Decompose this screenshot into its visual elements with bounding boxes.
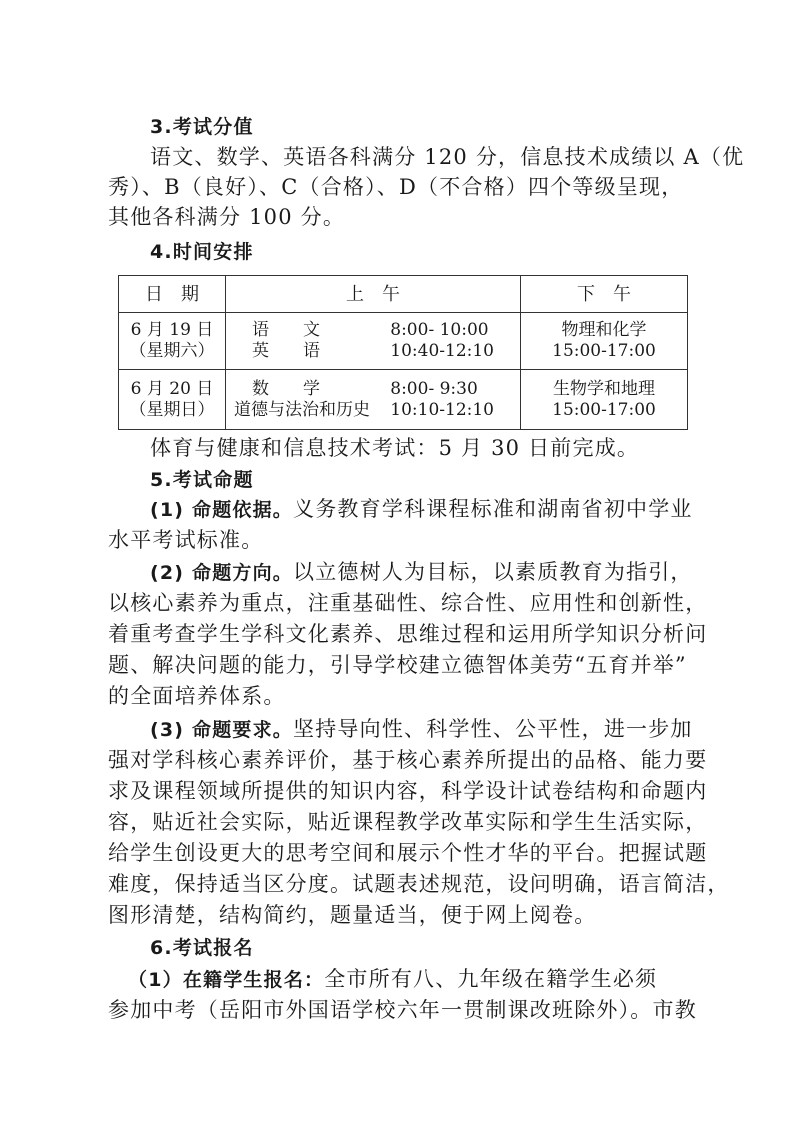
subject: 数 学 bbox=[252, 378, 320, 399]
paragraph-line: 容，贴近社会实际，贴近课程教学改革实际和学生生活实际， bbox=[108, 810, 708, 834]
label: (2) 命题方向。 bbox=[150, 562, 294, 584]
table-row bbox=[119, 313, 688, 370]
header-morning: 上 午 bbox=[226, 276, 521, 313]
subject: 英 语 bbox=[252, 341, 320, 361]
time: 10:40-12:10 bbox=[390, 341, 494, 361]
date: 6 月 20 日 bbox=[130, 378, 214, 399]
exam-note: 体育与健康和信息技术考试：5 月 30 日前完成。 bbox=[150, 436, 640, 460]
label: (3) 命题要求。 bbox=[150, 719, 294, 741]
paragraph-line: 坚持导向性、科学性、公平性，进一步加 bbox=[293, 717, 693, 741]
paragraph-line: 义务教育学科课程标准和湖南省初中学业 bbox=[293, 497, 693, 521]
label: (1) 命题依据。 bbox=[150, 499, 294, 521]
paragraph-line: 的全面培养体系。 bbox=[108, 684, 286, 708]
time: 8:00- 9:30 bbox=[390, 378, 478, 399]
time: 10:10-12:10 bbox=[390, 399, 494, 420]
paragraph-line: 以立德树人为目标，以素质教育为指引， bbox=[293, 560, 693, 584]
header-afternoon: 下 午 bbox=[521, 276, 688, 313]
time: 15:00-17:00 bbox=[552, 399, 656, 420]
paragraph-line: 语文、数学、英语各科满分 120 分，信息技术成绩以 A（优 bbox=[150, 145, 745, 169]
paragraph-line: 题、解决问题的能力，引导学校建立德智体美劳“五育并举” bbox=[108, 653, 687, 677]
label: （1）在籍学生报名： bbox=[128, 969, 325, 991]
section-4-heading: 4.时间安排 bbox=[150, 241, 254, 263]
paragraph-line: 全市所有八、九年级在籍学生必须 bbox=[324, 967, 658, 991]
time: 8:00- 10:00 bbox=[390, 320, 489, 340]
time: 15:00-17:00 bbox=[552, 341, 656, 361]
paragraph-line: 强对学科核心素养评价，基于核心素养所提出的品格、能力要 bbox=[108, 748, 708, 772]
header-date: 日 期 bbox=[119, 276, 226, 313]
subject: 语 文 bbox=[252, 320, 320, 340]
schedule-table bbox=[118, 275, 688, 430]
paragraph-line: 求及课程领域所提供的知识内容，科学设计试卷结构和命题内 bbox=[108, 779, 708, 803]
paragraph-line: 图形清楚，结构简约，题量适当，便于网上阅卷。 bbox=[108, 903, 597, 927]
paragraph-line: 以核心素养为重点，注重基础性、综合性、应用性和创新性， bbox=[108, 591, 708, 615]
subject: 生物学和地理 bbox=[553, 378, 655, 399]
paragraph-line: 着重考查学生学科文化素养、思维过程和运用所学知识分析问 bbox=[108, 622, 708, 646]
weekday: （星期日） bbox=[129, 399, 215, 420]
paragraph-line: 其他各科满分 100 分。 bbox=[108, 205, 346, 229]
paragraph-line: 给学生创设更大的思考空间和展示个性才华的平台。把握试题 bbox=[108, 841, 708, 865]
paragraph-line: 水平考试标准。 bbox=[108, 528, 264, 552]
subject: 物理和化学 bbox=[561, 320, 647, 340]
weekday: （星期六） bbox=[129, 341, 215, 361]
section-5-heading: 5.考试命题 bbox=[150, 469, 254, 491]
paragraph-line: 参加中考（岳阳市外国语学校六年一贯制课改班除外）。市教 bbox=[108, 998, 697, 1022]
date: 6 月 19 日 bbox=[130, 320, 214, 340]
subject: 道德与法治和历史 bbox=[234, 399, 370, 420]
section-3-heading: 3.考试分值 bbox=[150, 116, 254, 138]
paragraph-line: 难度，保持适当区分度。试题表述规范，设问明确，语言简洁， bbox=[108, 872, 730, 896]
table-row bbox=[119, 370, 688, 430]
section-6-heading: 6.考试报名 bbox=[150, 937, 254, 959]
paragraph-line: 秀）、B（良好）、C（合格）、D（不合格）四个等级呈现， bbox=[108, 175, 684, 199]
